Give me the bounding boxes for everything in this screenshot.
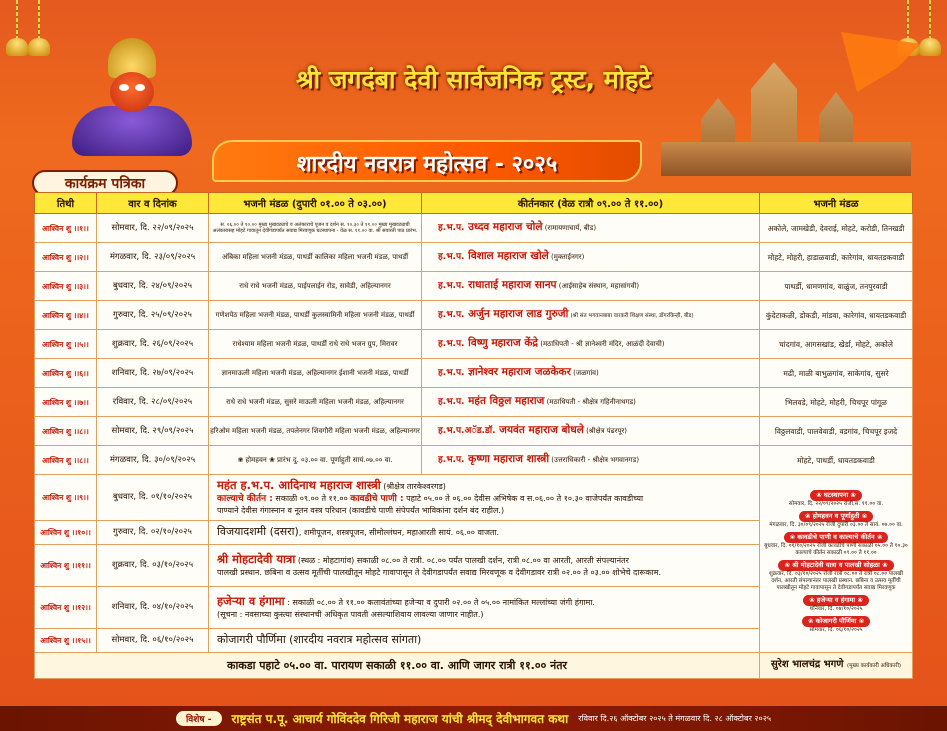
mandal-cell: मढी, माळी बाभुळगांव, साकेगांव, सुसरे <box>760 359 913 388</box>
day-date-cell: सोमवार, दि. २९/०९/२०२५ <box>97 417 209 446</box>
kirtankar-name: उध्दव महाराज चोले <box>468 221 543 233</box>
festival-ribbon <box>212 140 642 182</box>
highlight-text: सोमवार, दि. २२/०९/२०२५ रोजी,स. ११.०० वा. <box>788 501 884 507</box>
event-cell <box>209 475 760 521</box>
mandal-cell: कुंदेटाकळी, डोकडी, मांडवा, कारेगांव, धायतडकवाडी <box>760 301 913 330</box>
col-header-mandal: भजनी मंडळ <box>760 193 913 214</box>
kirtan-prefix: ह.भ.प. <box>438 309 465 320</box>
kirtankar-place: (मठाधिपती - श्रीक्षेत्र गहिनीनाथगड) <box>546 398 636 406</box>
kirtan-cell <box>422 301 760 330</box>
kirtan-prefix: ह.भ.प. <box>438 339 465 349</box>
kirtankar-place: (श्री संत भगवानबाबा वारकरी शिक्षण संस्था, डोंगरकिन्ही, बीड) <box>570 312 694 319</box>
table-row <box>35 653 913 679</box>
day-date-cell: शनिवार, दि. २७/०९/२०२५ <box>97 359 209 388</box>
day-date-cell: सोमवार, दि. २२/०९/२०२५ <box>97 214 209 243</box>
event-cell <box>209 629 760 653</box>
event-detail: (सूचना : नवसाच्या कुस्त्या संस्थानची अधिकृत पावती असल्याशिवाय लावल्या जाणार नाहीत.) <box>217 609 484 619</box>
kirtankar-name: विष्णु महाराज केंद्रे <box>468 337 538 349</box>
kirtankar-name: अर्जुन महाराज लाड गुरुजी <box>468 307 569 320</box>
event-place: (स्थळ : मोहटागांव) सकाळी ०८.०० ते रात्री. ०८.०० पर्यंत पालखी दर्शन, रात्री ०८.०० वा आरती, आरती संपल्यानंतर <box>297 555 629 565</box>
kirtan-cell <box>422 214 760 243</box>
highlight-heading: ❀ होमहवन व पूर्णाहुती ❀ <box>799 511 873 522</box>
highlight-item <box>764 616 908 634</box>
kirtan-prefix: ह.भ.प. <box>438 368 465 378</box>
day-date-cell: मंगळवार, दि. २३/०९/२०२५ <box>97 243 209 272</box>
kirtankar-place: (रामायणाचार्य, बीड) <box>544 224 597 232</box>
tithi-cell: आश्विन शु ।।७।। <box>35 388 97 417</box>
event-place: (श्रीक्षेत्र तारकेश्वरगड) <box>383 481 446 491</box>
program-badge: कार्यक्रम पत्रिका <box>32 170 178 196</box>
day-date-cell: शुक्रवार, दि. २६/०९/२०२५ <box>97 330 209 359</box>
highlight-text: बुधवार, दि. ०१/१०/२०२५ रोजी कावडीचे पाणी सकाळी ०५.०० ते १०.३० काल्याचे कीर्तन सकाळी ०९.०० ते ११.०० <box>764 543 908 556</box>
table-row <box>35 272 913 301</box>
kirtan-cell <box>422 388 760 417</box>
bhajan-cell: स. ०६.०० ते १०.०० मुख्य मुखवट्याचे व अलंकाराचे पूजन व दर्शन स. १०.३० ते ११.०० मुख्य मुखवट्याची अलंकारासह मोहटे गावातून देवीगडापर्यंत सवाद्य मिरवणूक घटस्थापना - वेळ स. ११.०० वा. श्री सवारती पाठ प्रारंभ. <box>209 214 422 243</box>
mandal-cell: चांदगांव, आगसखांड, खेर्डा, मोहटे, अकोले <box>760 330 913 359</box>
kirtan-cell <box>422 417 760 446</box>
daily-schedule-line: काकडा पहाटे ०५.०० वा. पारायण सकाळी ११.०० वा. आणि जागर रात्री ११.०० नंतर <box>35 653 760 679</box>
table-row <box>35 301 913 330</box>
kirtankar-name: महंत विठ्ठल महाराज <box>468 395 545 407</box>
tithi-cell: आश्विन शु ।।११।। <box>35 545 97 587</box>
event-cell <box>209 587 760 629</box>
highlight-heading: ❀ श्री मोहटादेवी यात्रा व पालखी सोहळा ❀ <box>778 560 893 571</box>
highlight-text: मंगळवार, दि. ३०/०९/२०२५ रोजी दुपारी ०३.०० ते सायं. ०७.०० वा. <box>769 522 903 528</box>
tithi-cell: आश्विन शु ।।१।। <box>35 214 97 243</box>
day-date-cell: शनिवार, दि. ०४/१०/२०२५ <box>97 587 209 629</box>
signatory-role: (मुख्य कार्यकारी अधिकारी) <box>847 663 902 669</box>
tithi-cell: आश्विन शु ।।१२।। <box>35 587 97 629</box>
day-date-cell: गुरुवार, दि. २५/०९/२०२५ <box>97 301 209 330</box>
tithi-cell: आश्विन शु ।।५।। <box>35 330 97 359</box>
table-row <box>35 417 913 446</box>
tithi-cell: आश्विन शु ।।९।। <box>35 475 97 521</box>
col-header-kirtan: कीर्तनकार (वेळ रात्रौ ०९.०० ते ११.००) <box>422 193 760 214</box>
kirtankar-name: ज्ञानेश्वर महाराज जळकेकर <box>468 366 571 378</box>
special-event-date: रविवार दि.२६ ऑक्टोबर २०२५ ते मंगळवार दि. २८ ऑक्टोबर २०२५ <box>578 714 772 723</box>
mandal-cell: मोहटे, पाथर्डी, धायतडकवाडी <box>760 446 913 475</box>
table-row <box>35 446 913 475</box>
bhajan-cell: अंबिका महिला भजनी मंडळ, पाथर्डी कालिका महिला भजनी मंडळ, पाथर्डी <box>209 243 422 272</box>
event-place: , शमीपूजन, शस्त्रपूजन, सीमोल्लंघन, महाआरती सायं. ०६.०० वाजता. <box>298 528 500 537</box>
event-label: कावडीचे पाणी : <box>350 493 404 504</box>
kirtankar-place: (मुक्ताईनगर) <box>551 253 585 261</box>
highlight-heading: ❀ कोजागरी पौर्णिमा ❀ <box>802 616 870 627</box>
tithi-cell: आश्विन शु ।।३।। <box>35 272 97 301</box>
event-title: कोजागरी पौर्णिमा (शारदीय नवरात्र महोत्सव सांगता) <box>217 633 422 646</box>
table-row <box>35 214 913 243</box>
day-date-cell: गुरुवार, दि. ०२/१०/२०२५ <box>97 521 209 545</box>
col-header-bhajan: भजनी मंडळ (दुपारी ०१.०० ते ०३.००) <box>209 193 422 214</box>
tithi-cell: आश्विन शु ।।६।। <box>35 359 97 388</box>
kirtan-prefix: ह.भ.प. <box>438 397 465 407</box>
kirtankar-place: (मठाधिपती - श्री ज्ञानेश्वरी मंदिर, आळंदी देवाची) <box>540 340 665 348</box>
col-header-tithi: तिथी <box>35 193 97 214</box>
highlight-heading: ❀ कावडीचे पाणी व काल्याचे कीर्तन ❀ <box>784 532 889 543</box>
kirtankar-name: विशाल महाराज खोले <box>468 250 549 262</box>
event-title: महंत ह.भ.प. आदिनाथ महाराज शास्त्री <box>217 477 381 492</box>
bell-icon <box>917 0 943 60</box>
day-date-cell: बुधवार, दि. ०१/१०/२०२५ <box>97 475 209 521</box>
kirtankar-name: जयवंत महाराज बोधले <box>499 424 584 436</box>
event-text: सकाळी ०९.०० ते ११.०० <box>275 493 348 503</box>
mandal-cell: भिलवडे, मोहटे, मोहरी, चिचपूर पांगूळ <box>760 388 913 417</box>
bhajan-cell: राधेश्याम महिला भजनी मंडळ, पाथर्डी राधे राधे भजन ग्रुप, मिरावर <box>209 330 422 359</box>
kirtankar-name: कृष्णा महाराज शास्त्री <box>468 453 550 465</box>
event-label: काल्याचे कीर्तन : <box>217 493 273 504</box>
goddess-idol-image <box>68 38 196 156</box>
tithi-cell: आश्विन शु ।।१०।। <box>35 521 97 545</box>
kirtankar-name: राधाताई महाराज सानप <box>468 279 557 291</box>
special-event-text: राष्ट्रसंत प.पू. आचार्य गोविंददेव गिरिजी महाराज यांची श्रीमद् देवीभागवत कथा <box>231 712 569 726</box>
bhajan-cell: राधे राधे भजनी मंडळ, सुसरे माऊली महिला भजनी मंडळ, अहिल्यानगर <box>209 388 422 417</box>
kirtan-cell <box>422 243 760 272</box>
highlight-heading: ❀ हजेऱ्या व हंगामा ❀ <box>803 595 869 606</box>
tithi-cell: आश्विन शु ।।२।। <box>35 243 97 272</box>
event-title: हजेऱ्या व हंगामा <box>217 593 285 608</box>
highlight-text: शनिवार, दि. ०४/१०/२०२५ <box>809 606 863 612</box>
tithi-cell: आश्विन शु ।।८।। <box>35 446 97 475</box>
kirtan-cell <box>422 446 760 475</box>
col-header-day-date: वार व दिनांक <box>97 193 209 214</box>
bhajan-cell: ❀ होमहवन ❀ प्रारंभ दु. ०३.०० वा. पूर्णाहुती सायं.०७.०० वा. <box>209 446 422 475</box>
special-event-band <box>0 706 947 731</box>
signatory-cell <box>760 653 913 679</box>
kirtan-prefix: ह.भ.प. <box>438 455 465 465</box>
kirtan-cell <box>422 272 760 301</box>
highlight-heading: ❀ घटस्थापना ❀ <box>810 490 862 501</box>
day-date-cell: बुधवार, दि. २४/०९/२०२५ <box>97 272 209 301</box>
mandal-cell: अकोले, जामखेडी, देवराई, मोहटे, करोडी, तिनखडी <box>760 214 913 243</box>
event-cell <box>209 521 760 545</box>
event-place: : सकाळी ०८.०० ते ११.०० कलावंतांच्या हजेऱ्या व दुपारी ०२.०० ते ०५.०० नामांकित मल्लांच्या जंगी हंगामा. <box>287 597 595 607</box>
tithi-cell: आश्विन शु ।।८।। <box>35 417 97 446</box>
table-row <box>35 388 913 417</box>
mandal-cell: पाथर्डी, धामणगांव, वाळुंज, तनपुरवाडी <box>760 272 913 301</box>
event-title: विजयादशमी (दसरा) <box>217 525 299 538</box>
day-date-cell: मंगळवार, दि. ३०/०९/२०२५ <box>97 446 209 475</box>
highlight-item <box>764 532 908 557</box>
bhajan-cell: हरिओम महिला भजनी मंडळ, तपलेनगर शिवगौरी महिला भजनी मंडळ, अहिल्यानगर <box>209 417 422 446</box>
kirtan-prefix: ह.भ.प. <box>438 281 465 291</box>
kirtan-prefix: ह.भ.प. <box>438 252 465 262</box>
mandal-cell: विठ्ठलवाडी, पालवेवाडी, वडगांव, चिचपूर इजदे <box>760 417 913 446</box>
event-detail: पालखी प्रस्थान. छबिना व उत्सव मूर्तीची पालखीतून मोहटे गावापासून ते देवीगडापर्यंत सवाद्य मिरवणूक व देवीगडावर रात्री ०२.०० ते ०३.०० शोभेचे दारूकाम. <box>217 567 662 577</box>
signatory-name: सुरेश भालचंद्र भगणे <box>770 659 844 670</box>
trust-title: श्री जगदंबा देवी सार्वजनिक ट्रस्ट, मोहटे <box>295 65 652 94</box>
highlight-item <box>764 595 908 613</box>
kirtan-prefix: ह.भ.प.अॅड.डॉ. <box>438 426 496 436</box>
schedule-table <box>34 192 913 679</box>
kirtankar-place: (उत्तराधिकारी - श्रीक्षेत्र भगवानगड) <box>551 456 640 464</box>
highlight-item <box>764 511 908 529</box>
festival-title: शारदीय नवरात्र महोत्सव - २०२५ <box>296 152 558 177</box>
kirtankar-place: (श्रीक्षेत्र पंढरपूर) <box>586 427 628 435</box>
event-cell <box>209 545 760 587</box>
event-text: पहाटे ०५.०० ते ०६.०० देवीस अभिषेक व स.०६.०० ते १०.३० वाजेपर्यंत कावडीच्या <box>406 493 644 503</box>
special-label: विशेष - <box>176 711 222 726</box>
table-header-row <box>35 193 913 214</box>
tithi-cell: आश्विन शु ।।१५।। <box>35 629 97 653</box>
kirtankar-place: (आईसाहेब संस्थान, महासांगवी) <box>558 282 640 290</box>
table-row <box>35 359 913 388</box>
highlights-panel <box>760 475 913 653</box>
highlight-item <box>764 490 908 508</box>
kirtankar-place: (जळगांव) <box>573 369 599 377</box>
table-row <box>35 243 913 272</box>
tithi-cell: आश्विन शु ।।४।। <box>35 301 97 330</box>
highlight-item <box>764 560 908 592</box>
event-detail: पाण्याने देवीस गंगास्नान व नूतन वस्त्र परिधान (कावडीचे पाणी संपेपर्यंत भाविकांना दर्शन बंद राहील.) <box>217 505 505 515</box>
bhajan-cell: राधे राधे भजनी मंडळ, पाईपलाईन रोड, सावेडी, अहिल्यानगर <box>209 272 422 301</box>
bhajan-cell: ज्ञानमाऊली महिला भजनी मंडळ, अहिल्यानगर ईशानी भजनी मंडळ, पाथर्डी <box>209 359 422 388</box>
highlight-text: शुक्रवार, दि. ०३/१०/२०२५ रोजी रात्रौ ०८.०० ते रात्री ०८.०० पालखी दर्शन, आरती संपल्यानंतर पालखी प्रस्थान. छबिना व उत्सव मूर्तीची पालखीतून मोहटे गावापासून ते देवीगडापर्यंत सवाद्य मिरवणूक <box>768 571 904 591</box>
table-row <box>35 475 913 521</box>
mandal-cell: मोहटे, मोहरी, हाडाळवाडी, कारेगांव, धायतडकवाडी <box>760 243 913 272</box>
day-date-cell: रविवार, दि. २८/०९/२०२५ <box>97 388 209 417</box>
table-row <box>35 330 913 359</box>
highlight-text: सोमवार, दि. ०६/१०/२०२५ <box>809 627 863 633</box>
kirtan-cell <box>422 330 760 359</box>
event-title: श्री मोहटादेवी यात्रा <box>217 551 296 566</box>
bell-icon <box>26 0 52 60</box>
day-date-cell: सोमवार, दि. ०६/१०/२०२५ <box>97 629 209 653</box>
day-date-cell: शुक्रवार, दि. ०३/१०/२०२५ <box>97 545 209 587</box>
kirtan-cell <box>422 359 760 388</box>
bhajan-cell: गणेशपेठ महिला भजनी मंडळ, पाथर्डी कुलस्वामिनी महिला भजनी मंडळ, पाथर्डी <box>209 301 422 330</box>
kirtan-prefix: ह.भ.प. <box>438 223 465 233</box>
